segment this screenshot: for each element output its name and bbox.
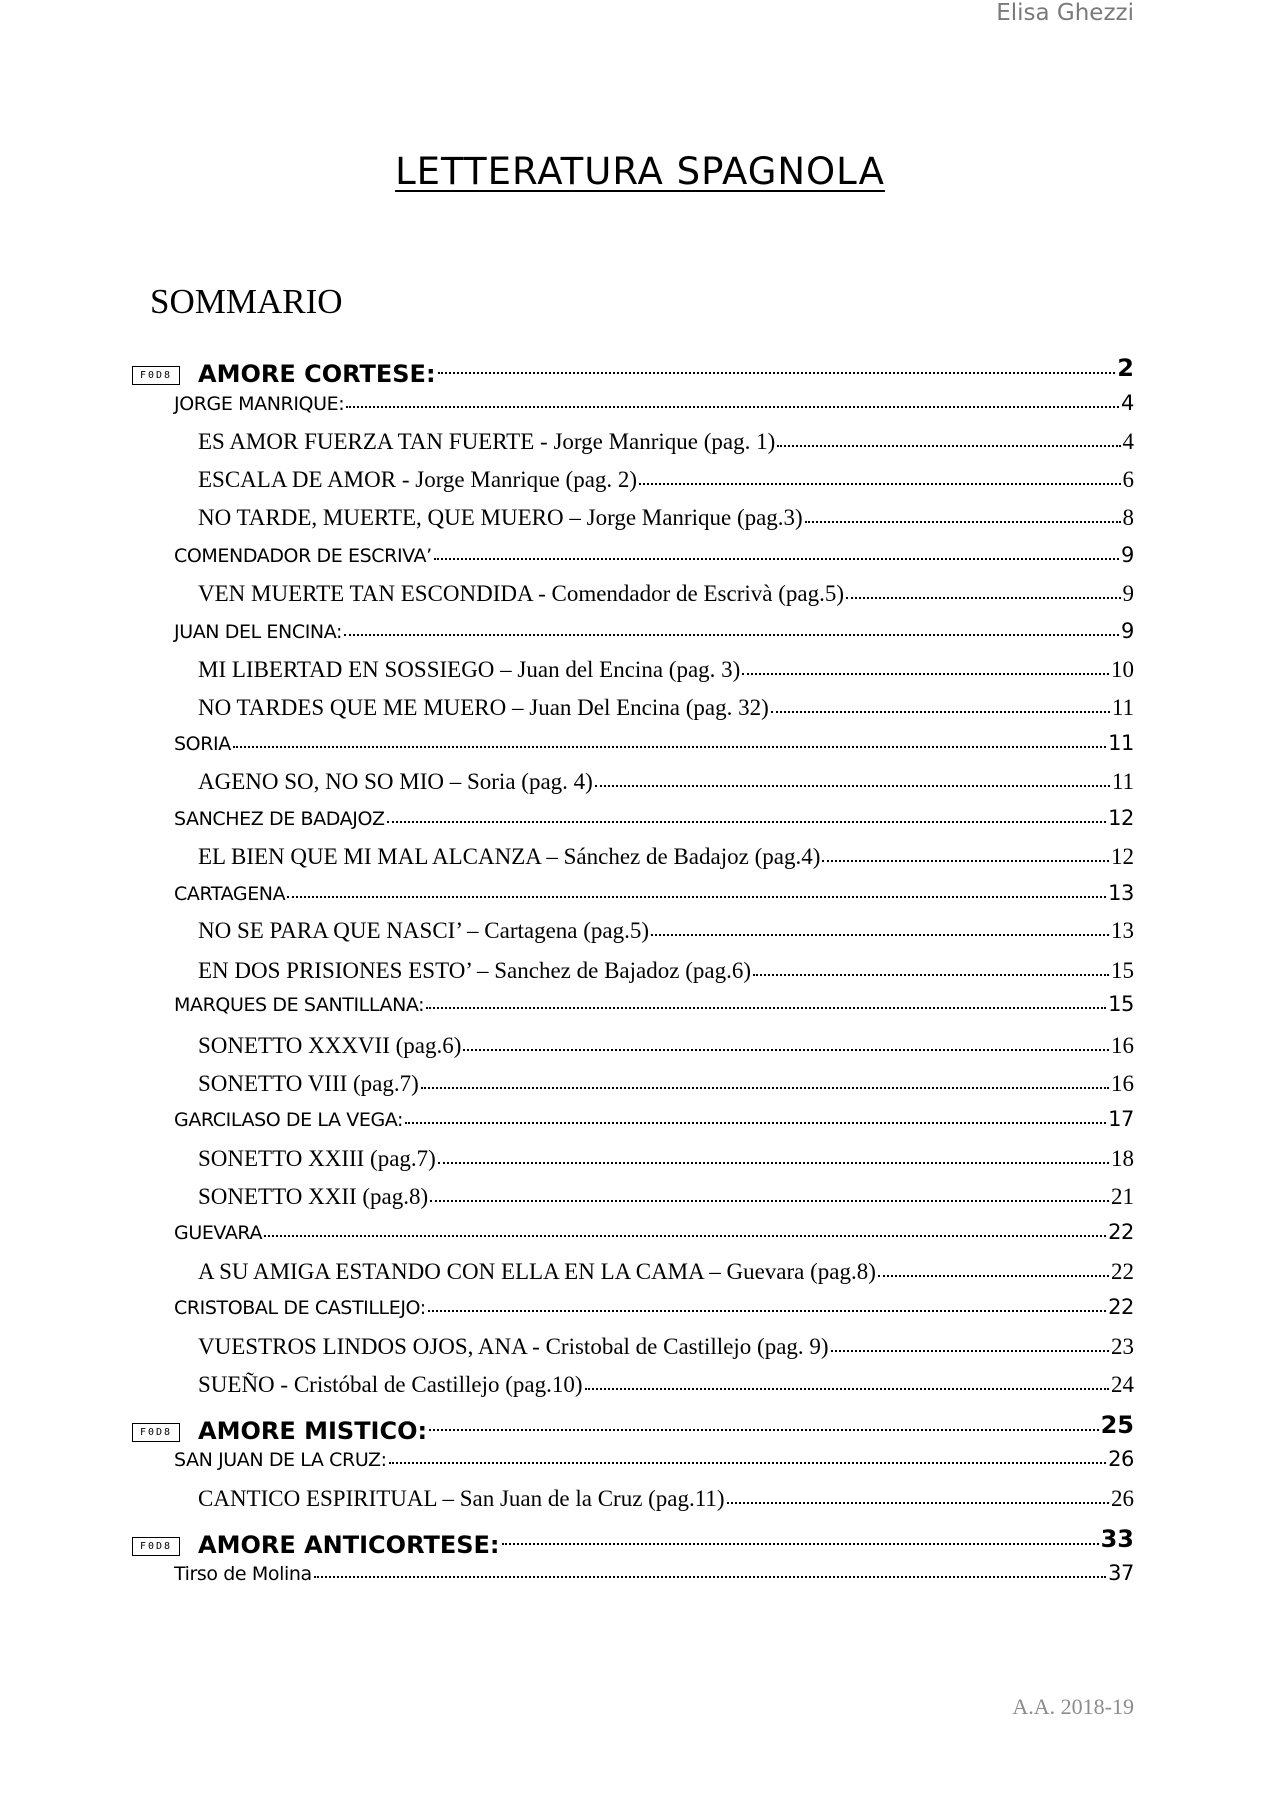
toc-leader-dots [389, 1461, 1106, 1464]
toc-entry-page: 4 [1122, 429, 1134, 454]
toc-entry-text: CARTAGENA [174, 883, 286, 905]
toc-entry[interactable] [174, 619, 1134, 643]
toc-entry-label [174, 1222, 262, 1244]
toc-entry-text: MARQUES DE SANTILLANA: [174, 994, 425, 1016]
toc-leader-dots [421, 1086, 1109, 1089]
toc-entry[interactable] [198, 1259, 1134, 1285]
toc-entry-page: 22 [1108, 1220, 1134, 1244]
toc-entry[interactable] [198, 769, 1134, 795]
toc-entry-text: COMENDADOR DE ESCRIVA’ [174, 545, 432, 567]
toc-entry-page: 13 [1108, 881, 1134, 905]
toc-entry-page: 8 [1122, 505, 1134, 530]
toc-entry[interactable] [198, 918, 1134, 944]
toc-leader-dots [502, 1542, 1099, 1545]
toc-entry-text: GUEVARA [174, 1222, 263, 1244]
toc-entry-text: NO SE PARA QUE NASCI’ – Cartagena (pag.5) [198, 918, 650, 943]
header-author: Elisa Ghezzi [996, 0, 1134, 26]
toc-entry[interactable] [198, 1334, 1134, 1360]
toc-entry[interactable] [198, 1146, 1134, 1172]
toc-entry-text: SUEÑO - Cristóbal de Castillejo (pag.10) [198, 1372, 583, 1397]
toc-entry-label [198, 467, 637, 493]
toc-entry-page: 15 [1108, 992, 1134, 1016]
toc-entry[interactable] [174, 1107, 1134, 1131]
toc-entry-label [174, 1297, 426, 1319]
toc-leader-dots [438, 1161, 1109, 1164]
toc-entry-text: AMORE ANTICORTESE: [198, 1530, 500, 1559]
toc-entry-page: 11 [1108, 731, 1134, 755]
toc-entry[interactable] [198, 657, 1134, 683]
toc-entry-text: A SU AMIGA ESTANDO CON ELLA EN LA CAMA – Guevara (pag.8) [198, 1259, 876, 1284]
toc-entry-text: MI LIBERTAD EN SOSSIEGO – Juan del Encina (pag. 3) [198, 657, 741, 682]
toc-entry[interactable] [174, 391, 1134, 415]
footer-academic-year: A.A. 2018-19 [1012, 1694, 1134, 1719]
toc-entry-label [174, 545, 432, 567]
toc-entry[interactable] [174, 1295, 1134, 1319]
toc-leader-dots [344, 633, 1119, 636]
toc-entry[interactable] [198, 1033, 1134, 1059]
toc-entry-text: SONETTO VIII (pag.7) [198, 1071, 419, 1096]
toc-entry-page: 16 [1111, 1033, 1134, 1058]
toc-entry-page: 12 [1108, 806, 1134, 830]
toc-entry-page: 10 [1111, 657, 1134, 682]
toc-leader-dots [777, 444, 1120, 447]
toc-entry-text: CRISTOBAL DE CASTILLEJO: [174, 1297, 426, 1319]
toc-entry-label [174, 733, 231, 755]
toc-entry-page: 2 [1117, 354, 1134, 382]
toc-entry-text: EL BIEN QUE MI MAL ALCANZA – Sánchez de Badajoz (pag.4) [198, 844, 821, 869]
toc-entry[interactable] [198, 467, 1134, 493]
toc-entry-label [198, 1372, 583, 1398]
toc-entry-label [198, 1071, 419, 1097]
toc-entry-label [198, 581, 844, 607]
toc-entry-label [198, 769, 593, 795]
toc-leader-dots [387, 820, 1106, 823]
toc-entry-page: 16 [1111, 1071, 1134, 1096]
missing-glyph-icon: F0D8 [132, 366, 180, 385]
toc-leader-dots [805, 520, 1121, 523]
toc-entry-label [174, 994, 424, 1016]
toc-heading: SOMMARIO [150, 282, 343, 321]
toc-entry-label [198, 1146, 436, 1172]
toc-leader-dots [831, 1349, 1109, 1352]
toc-entry[interactable] [174, 881, 1134, 905]
toc-entry[interactable] [174, 1447, 1134, 1471]
toc-leader-dots [434, 557, 1119, 560]
toc-entry-label [198, 657, 740, 683]
toc-entry[interactable] [198, 1486, 1134, 1512]
toc-entry-text: NO TARDES QUE ME MUERO – Juan Del Encina (pag. 32) [198, 695, 769, 720]
toc-entry-page: 4 [1121, 391, 1134, 415]
toc-entry-text: SORIA [174, 733, 231, 755]
toc-leader-dots [771, 710, 1110, 713]
toc-entry[interactable] [174, 1220, 1134, 1244]
toc-entry-label [198, 695, 769, 721]
toc-leader-dots [438, 371, 1116, 374]
toc-entry-text: SAN JUAN DE LA CRUZ: [174, 1449, 387, 1471]
toc-leader-dots [463, 1048, 1109, 1051]
toc-entry-text: EN DOS PRISIONES ESTO’ – Sanchez de Bajadoz (pag.6) [198, 958, 751, 983]
toc-entry-label [174, 808, 385, 830]
toc-leader-dots [846, 596, 1121, 599]
toc-leader-dots [429, 1428, 1098, 1431]
toc-entry-text: SONETTO XXXVII (pag.6) [198, 1033, 462, 1058]
toc-entry-text: SANCHEZ DE BADAJOZ [174, 808, 385, 830]
toc-entry[interactable] [198, 695, 1134, 721]
toc-entry[interactable] [198, 1071, 1134, 1097]
toc-entry-page: 33 [1100, 1525, 1134, 1553]
toc-entry-label [174, 1109, 403, 1131]
toc-leader-dots [426, 1006, 1106, 1009]
toc-entry-label [174, 1563, 312, 1585]
toc-entry-text: SONETTO XXII (pag.8) [198, 1184, 429, 1209]
toc-entry-page: 25 [1100, 1411, 1134, 1439]
toc-entry[interactable] [132, 354, 1134, 388]
toc-entry-label [198, 1334, 829, 1360]
toc-entry-page: 24 [1111, 1372, 1134, 1397]
toc-leader-dots [639, 482, 1120, 485]
toc-entry-label [198, 1259, 876, 1285]
toc-leader-dots [727, 1501, 1109, 1504]
toc-entry-label [198, 505, 803, 531]
toc-entry[interactable] [198, 958, 1134, 984]
toc-entry-text: AGENO SO, NO SO MIO – Soria (pag. 4) [198, 769, 593, 794]
toc-entry-page: 15 [1111, 958, 1134, 983]
toc-leader-dots [742, 672, 1109, 675]
toc-leader-dots [233, 745, 1106, 748]
toc-entry-text: VUESTROS LINDOS OJOS, ANA - Cristobal de Castillejo (pag. 9) [198, 1334, 829, 1359]
toc-entry-page: 11 [1111, 695, 1134, 720]
toc-entry-label [198, 1033, 461, 1059]
toc-entry-page: 18 [1111, 1146, 1134, 1171]
toc-leader-dots [651, 933, 1109, 936]
toc-entry-text: AMORE MISTICO: [198, 1416, 428, 1445]
toc-leader-dots [753, 973, 1109, 976]
document-title [0, 150, 1280, 193]
toc-entry-page: 26 [1108, 1447, 1134, 1471]
toc-leader-dots [430, 1199, 1109, 1202]
toc-entry[interactable] [198, 429, 1134, 455]
toc-entry-label [174, 883, 285, 905]
toc-entry-page: 26 [1111, 1486, 1134, 1511]
toc-entry-page: 22 [1111, 1259, 1134, 1284]
toc-entry[interactable] [198, 1184, 1134, 1210]
toc-entry-text: JUAN DEL ENCINA: [174, 621, 342, 643]
toc-entry-text: ESCALA DE AMOR - Jorge Manrique (pag. 2) [198, 467, 638, 492]
toc-entry-page: 13 [1111, 918, 1134, 943]
toc-entry[interactable] [132, 1525, 1134, 1559]
toc-leader-dots [264, 1234, 1106, 1237]
toc-entry-text: AMORE CORTESE: [198, 359, 436, 388]
toc-leader-dots [595, 784, 1110, 787]
toc-entry-text: Tirso de Molina [174, 1563, 312, 1585]
toc-entry[interactable] [198, 581, 1134, 607]
missing-glyph-icon: F0D8 [132, 1537, 180, 1556]
toc-entry-page: 21 [1111, 1184, 1134, 1209]
toc-leader-dots [346, 405, 1119, 408]
toc-entry-text: JORGE MANRIQUE: [174, 393, 345, 415]
toc-entry[interactable] [198, 1372, 1134, 1398]
toc-entry-label [132, 360, 436, 388]
toc-leader-dots [314, 1575, 1106, 1578]
toc-entry[interactable] [174, 806, 1134, 830]
toc-entry-label [198, 429, 775, 455]
toc-entry-text: VEN MUERTE TAN ESCONDIDA - Comendador de Escrivà (pag.5) [198, 581, 844, 606]
toc-leader-dots [878, 1274, 1109, 1277]
toc-entry[interactable] [174, 543, 1134, 567]
toc-entry-page: 23 [1111, 1334, 1134, 1359]
toc-entry-text: CANTICO ESPIRITUAL – San Juan de la Cruz (pag.11) [198, 1486, 725, 1511]
toc-entry-page: 37 [1108, 1561, 1134, 1585]
toc-entry-label [198, 1184, 428, 1210]
toc-entry-text: GARCILASO DE LA VEGA: [174, 1109, 404, 1131]
toc-entry-label [174, 393, 344, 415]
toc-entry-page: 22 [1108, 1295, 1134, 1319]
toc-entry-label [132, 1531, 500, 1559]
toc-entry-label [198, 918, 649, 944]
toc-entry[interactable] [198, 844, 1134, 870]
toc-leader-dots [405, 1121, 1106, 1124]
toc-entry[interactable] [132, 1411, 1134, 1445]
toc-entry[interactable] [174, 731, 1134, 755]
toc-entry-page: 9 [1122, 581, 1134, 606]
toc-entry-text: NO TARDE, MUERTE, QUE MUERO – Jorge Manrique (pag.3) [198, 505, 803, 530]
toc-leader-dots [822, 859, 1109, 862]
toc-entry[interactable] [198, 505, 1134, 531]
toc-entry-page: 6 [1122, 467, 1134, 492]
toc-entry-text: SONETTO XXIII (pag.7) [198, 1146, 436, 1171]
toc-entry-text: ES AMOR FUERZA TAN FUERTE - Jorge Manrique (pag. 1) [198, 429, 776, 454]
toc-entry-label [132, 1417, 427, 1445]
toc-leader-dots [428, 1309, 1106, 1312]
toc-entry[interactable] [174, 992, 1134, 1016]
toc-entry-page: 11 [1111, 769, 1134, 794]
toc-entry-label [198, 1486, 725, 1512]
toc-leader-dots [287, 895, 1106, 898]
toc-entry-label [198, 958, 751, 984]
toc-entry-label [174, 1449, 387, 1471]
toc-entry-page: 9 [1121, 543, 1134, 567]
toc-entry[interactable] [174, 1561, 1134, 1585]
toc-entry-page: 9 [1121, 619, 1134, 643]
document-title-text: LETTERATURA SPAGNOLA [395, 150, 885, 193]
toc-entry-page: 12 [1111, 844, 1134, 869]
toc-entry-label [174, 621, 342, 643]
toc-entry-page: 17 [1108, 1107, 1134, 1131]
toc-entry-label [198, 844, 820, 870]
toc-leader-dots [585, 1387, 1109, 1390]
missing-glyph-icon: F0D8 [132, 1423, 180, 1442]
